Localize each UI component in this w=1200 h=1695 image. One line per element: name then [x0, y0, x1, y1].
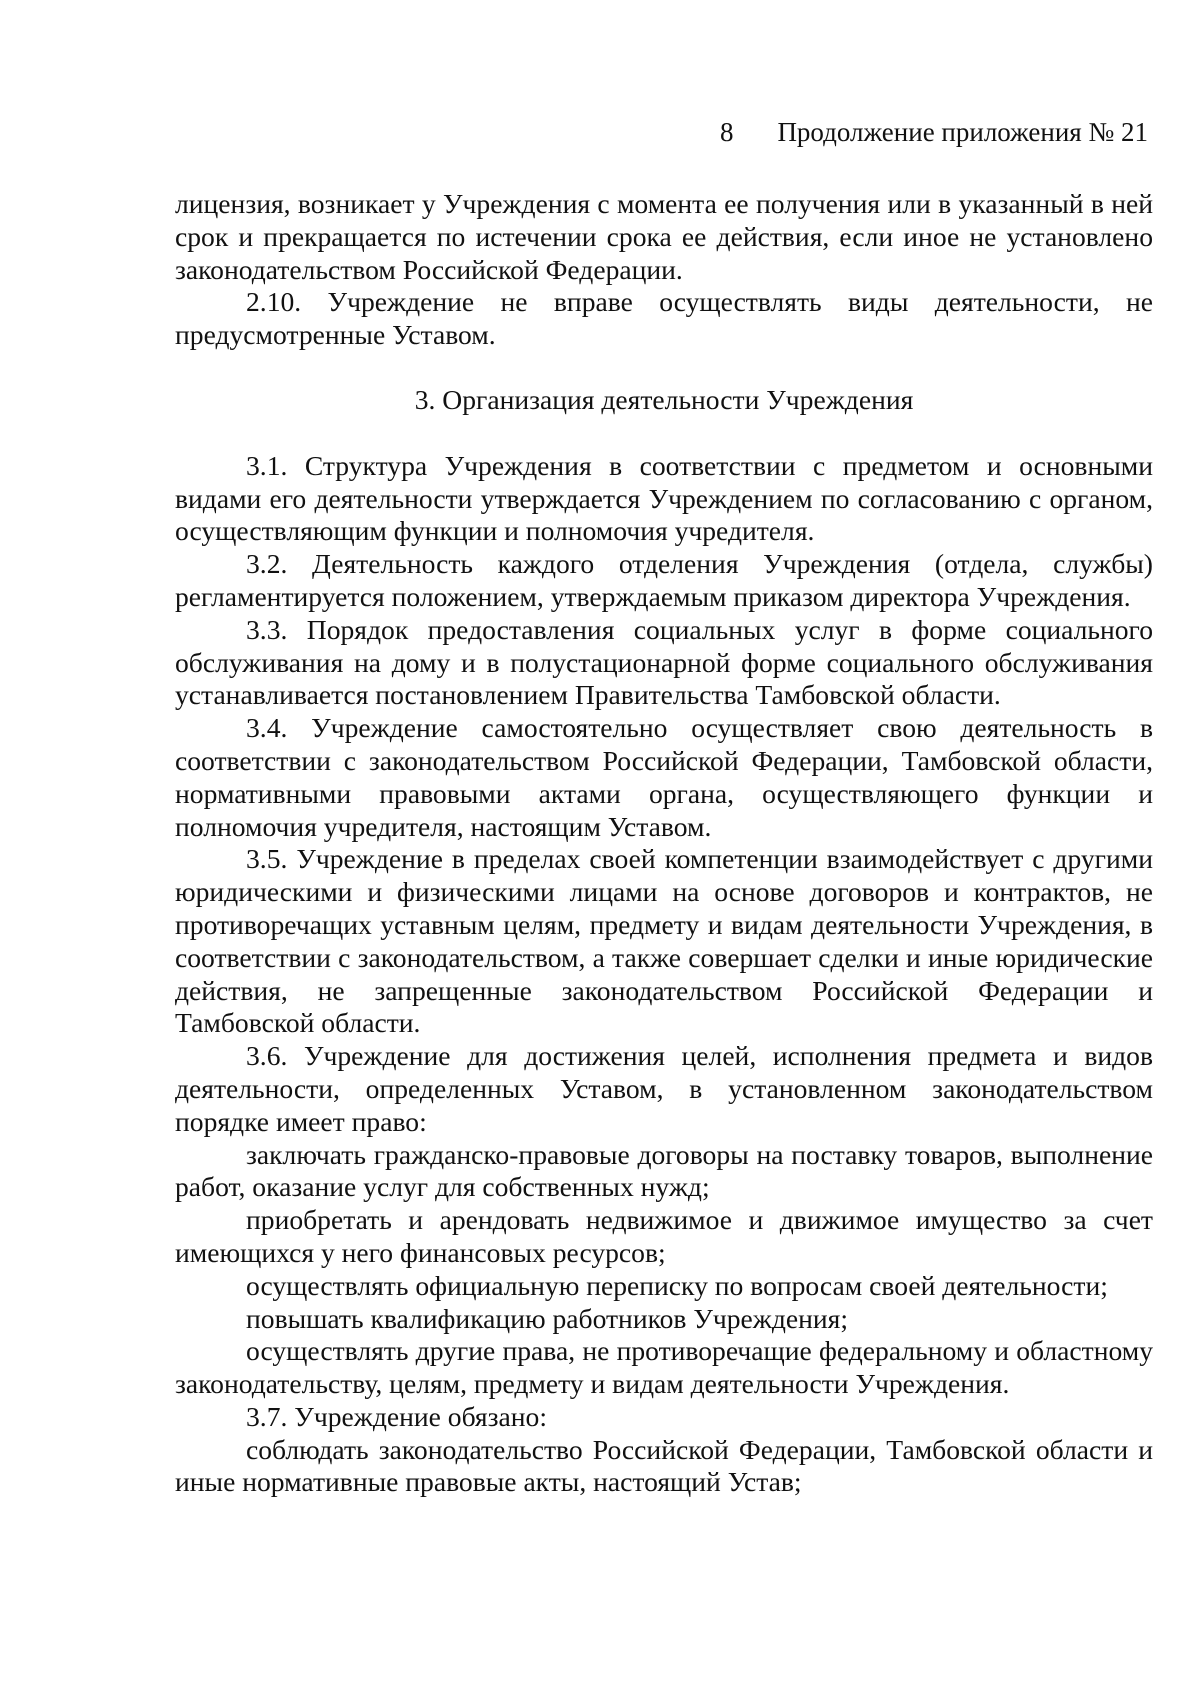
list-item: заключать гражданско-правовые договоры на поставку товаров, выполнение работ, оказание услуг для собственных нужд;	[175, 1138, 1153, 1203]
paragraph-2-10: 2.10. Учреждение не вправе осуществлять виды деятельности, не предусмотренные Уставом.	[175, 286, 1153, 351]
paragraph-3-5: 3.5. Учреждение в пределах своей компетенции взаимодействует с другими юридическими и физическими лицами на основе договоров и контрактов, не противоречащих уставным целям, предмету и видам деятельности Учреждения, в соответствии с законодательством, а также совершает сделки и иные юридические действия, не запрещенные законодательством Российской Федерации и Тамбовской области.	[175, 843, 1153, 1039]
list-item: осуществлять другие права, не противоречащие федеральному и областному законодательству, целям, предмету и видам деятельности Учреждения.	[175, 1335, 1153, 1400]
list-item: приобретать и арендовать недвижимое и движимое имущество за счет имеющихся у него финансовых ресурсов;	[175, 1204, 1153, 1268]
document-body	[175, 188, 1153, 1499]
list-item: повышать квалификацию работников Учреждения;	[246, 1302, 849, 1334]
list-item: соблюдать законодательство Российской Федерации, Тамбовской области и иные нормативные правовые акты, настоящий Устав;	[175, 1433, 1153, 1498]
page-header	[720, 116, 1148, 148]
list-item: осуществлять официальную переписку по вопросам своей деятельности;	[246, 1269, 1108, 1301]
paragraph-3-4: 3.4. Учреждение самостоятельно осуществляет свою деятельность в соответствии с законодательством Российской Федерации, Тамбовской области, нормативными правовыми актами органа, осуществляющего функции и полномочия учредителя, настоящим Уставом.	[175, 712, 1153, 842]
paragraph-3-1: 3.1. Структура Учреждения в соответствии с предметом и основными видами его деятельности утверждается Учреждением по согласованию с органом, осуществляющим функции и полномочия учредителя.	[175, 449, 1153, 547]
paragraph-3-3: 3.3. Порядок предоставления социальных услуг в форме социального обслуживания на дому и в полустационарной форме социального обслуживания устанавливается постановлением Правительства Тамбовской области.	[175, 613, 1153, 711]
paragraph-3-2: 3.2. Деятельность каждого отделения Учреждения (отдела, службы) регламентируется положением, утверждаемым приказом директора Учреждения.	[175, 548, 1153, 612]
page-number: 8	[719, 117, 734, 147]
paragraph-3-7: 3.7. Учреждение обязано:	[246, 1400, 547, 1432]
paragraph-continuation: лицензия, возникает у Учреждения с момента ее получения или в указанный в ней срок и прекращается по истечении срока ее действия, если иное не установлено законодательством Российской Федерации.	[175, 188, 1153, 285]
header-title: Продолжение приложения № 21	[777, 117, 1148, 147]
paragraph-3-6: 3.6. Учреждение для достижения целей, исполнения предмета и видов деятельности, определенных Уставом, в установленном законодательством порядке имеет право:	[175, 1040, 1153, 1137]
section-title: 3. Организация деятельности Учреждения	[414, 383, 914, 415]
